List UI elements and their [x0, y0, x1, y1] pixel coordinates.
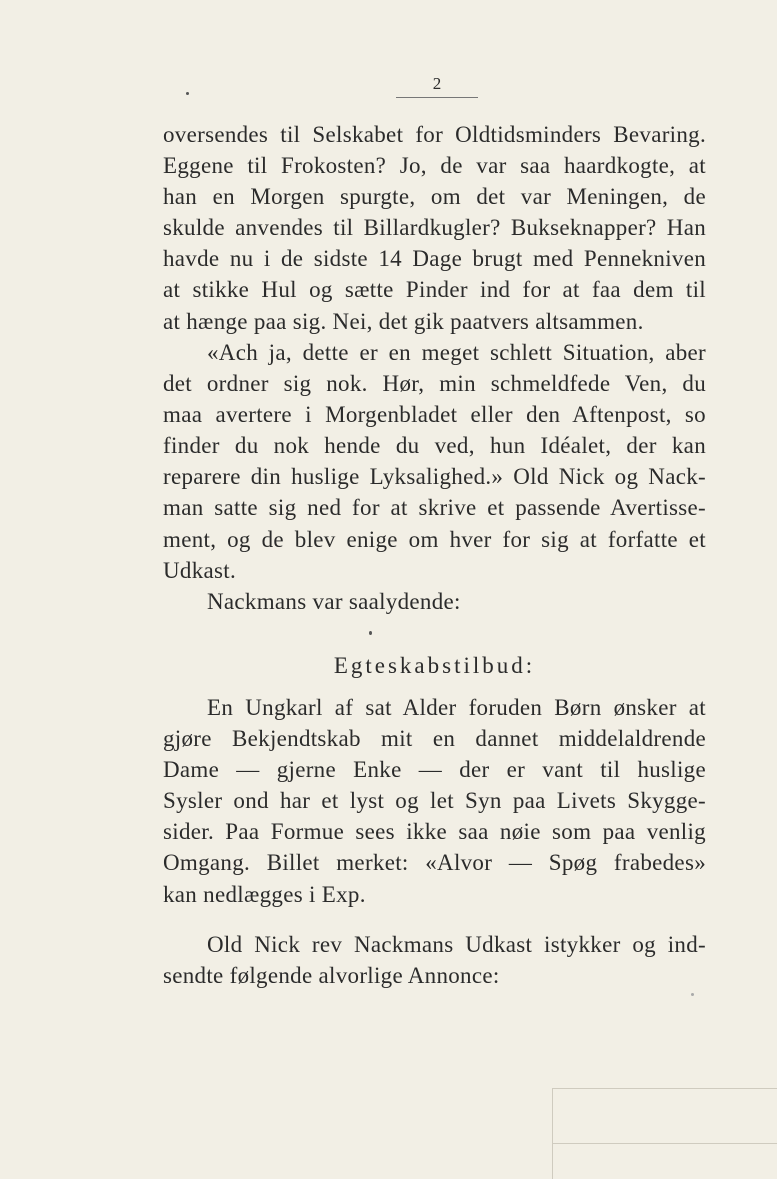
text-line: at stikke Hul og sætte Pinder ind for at faa dem til [163, 277, 706, 303]
ink-speck [369, 631, 372, 635]
text-line: Old Nick rev Nackmans Udkast istykker og ind- [207, 932, 706, 957]
ink-speck [691, 993, 694, 996]
scan-corner-line [552, 1143, 777, 1144]
text-line: Dame — gjerne Enke — der er vant til huslige [163, 757, 706, 783]
text-line: at hænge paa sig. Nei, det gik paatvers altsammen. [163, 308, 644, 334]
text-line: maa avertere i Morgenbladet eller den Aftenpost, so [163, 402, 706, 428]
text-line: havde nu i de sidste 14 Dage brugt med Pennekniven [163, 246, 706, 272]
text-line: reparere din huslige Lyksalighed.» Old Nick og Nack- [163, 464, 706, 490]
page-number-rule [396, 97, 478, 98]
text-line: Sysler ond har et lyst og let Syn paa Livets Skygge- [163, 788, 706, 814]
paragraph-3 [163, 586, 706, 617]
paragraph-1 [163, 119, 706, 337]
text-line: han en Morgen spurgte, om det var Meningen, de [163, 184, 706, 210]
text-line: sendte følgende alvorlige Annonce: [163, 963, 500, 989]
paragraph-5 [163, 929, 706, 991]
text-line: ment, og de blev enige om hver for sig at forfatte et [163, 526, 706, 552]
text-line: Udkast. [163, 557, 237, 583]
advert-heading: Egteskabstilbud: [333, 653, 536, 678]
text-line: gjøre Bekjendtskab mit en dannet middelaldrende [163, 726, 706, 752]
text-line: Eggene til Frokosten? Jo, de var saa haardkogte, at [163, 153, 706, 179]
paragraph-advert [163, 692, 706, 910]
text-line: «Ach ja, dette er en meget schlett Situation, aber [207, 340, 706, 365]
text-line: man satte sig ned for at skrive et passende Avertisse- [163, 495, 706, 521]
text-line: det ordner sig nok. Hør, min schmeldfede Ven, du [163, 371, 706, 397]
text-line: skulde anvendes til Billardkugler? Bukseknapper? Han [163, 215, 706, 241]
text-line: oversendes til Selskabet for Oldtidsminders Bevaring. [163, 122, 706, 147]
text-line: Nackmans var saalydende: [207, 589, 461, 614]
paragraph-2 [163, 337, 706, 586]
text-line: finder du nok hende du ved, hun Idéalet, der kan [163, 433, 706, 459]
text-line: Omgang. Billet merket: «Alvor — Spøg frabedes» [163, 850, 706, 876]
scan-corner-box [552, 1088, 777, 1179]
text-line: kan nedlægges i Exp. [163, 881, 366, 907]
page-number: 2 [432, 74, 442, 93]
text-line: sider. Paa Formue sees ikke saa nøie som paa venlig [163, 819, 706, 845]
ink-speck [186, 92, 189, 95]
text-line: En Ungkarl af sat Alder foruden Børn ønsker at [207, 695, 706, 720]
